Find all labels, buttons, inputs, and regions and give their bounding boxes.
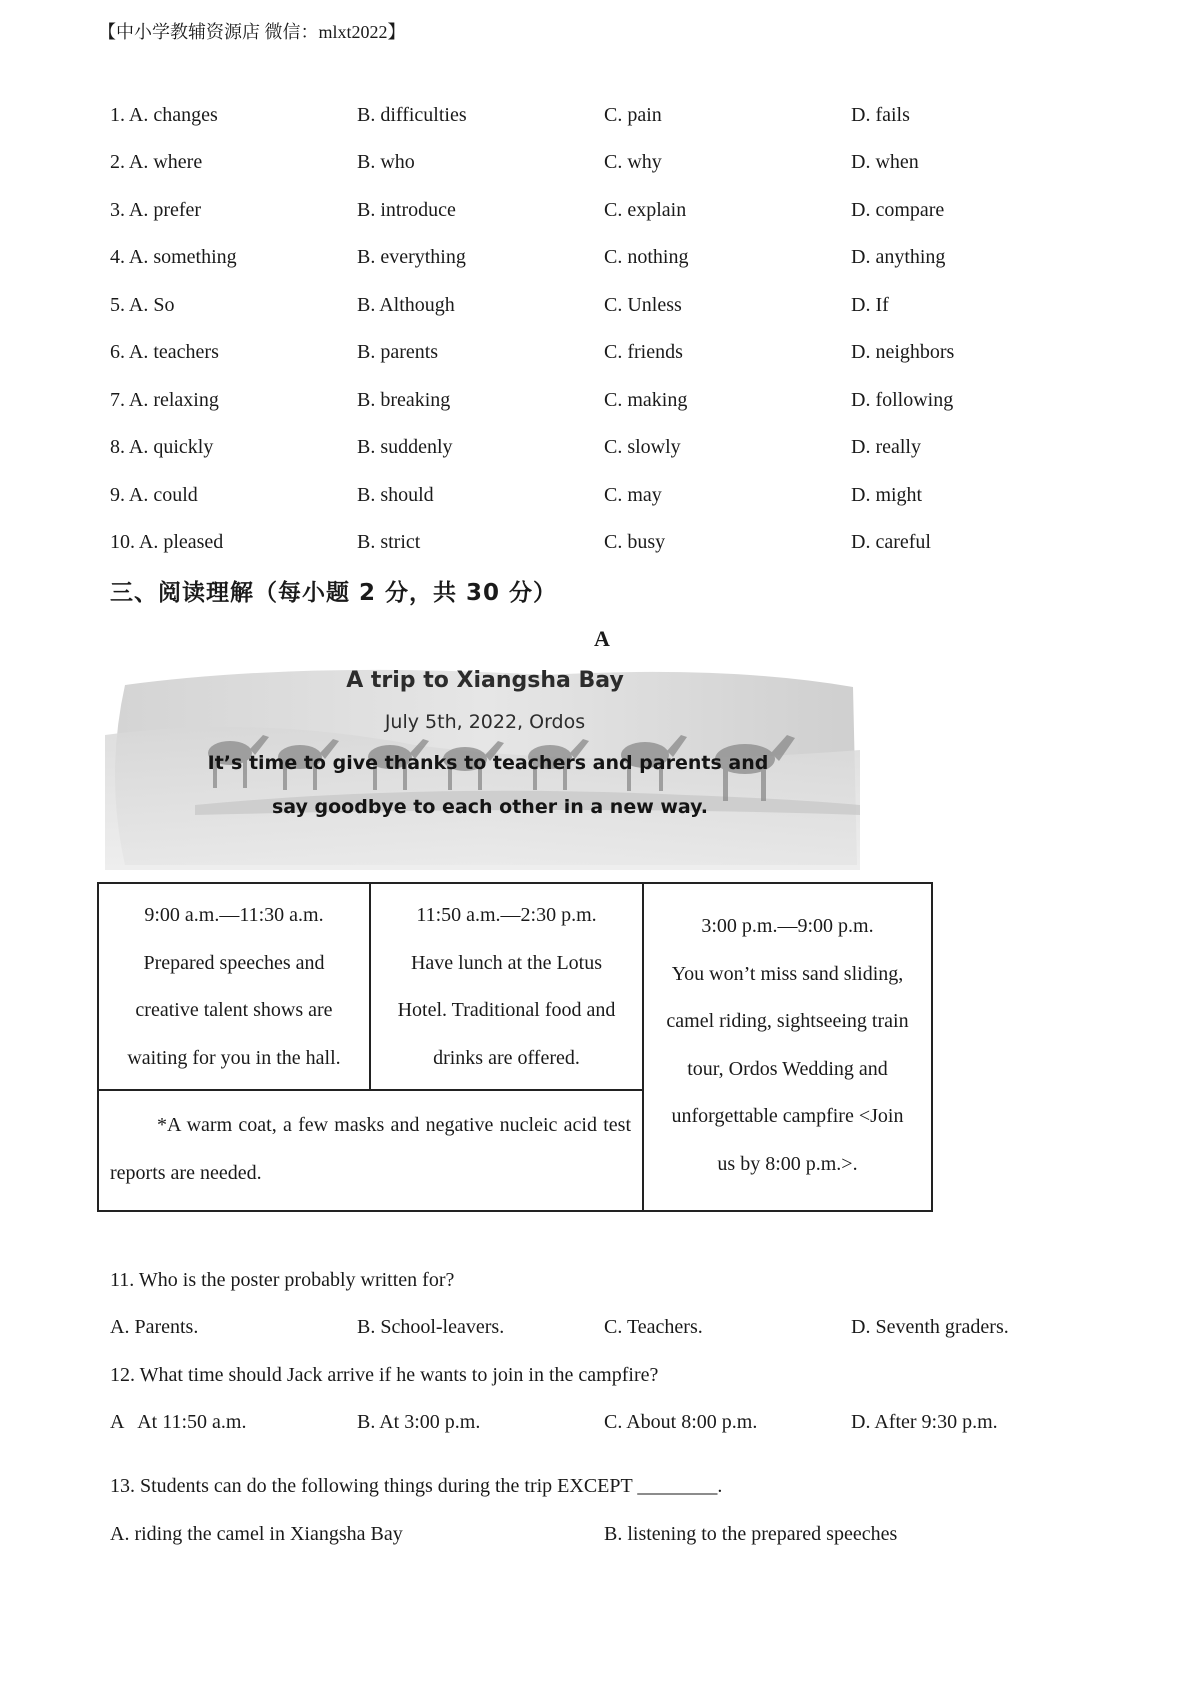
option-b: B. suddenly bbox=[357, 436, 453, 458]
option-c: C. explain bbox=[604, 199, 687, 221]
option-d: D. compare bbox=[851, 199, 945, 221]
poster-banner bbox=[105, 665, 860, 870]
schedule-table bbox=[97, 882, 933, 1212]
option-d: D. Seventh graders. bbox=[851, 1316, 1009, 1338]
option-a: 3. A. prefer bbox=[110, 199, 202, 221]
schedule-text-line: drinks are offered. bbox=[433, 1046, 580, 1069]
option-b: B. should bbox=[357, 484, 434, 506]
schedule-text-line: tour, Ordos Wedding and bbox=[687, 1057, 888, 1080]
question-12-options bbox=[110, 1411, 1110, 1441]
option-b: B. introduce bbox=[357, 199, 456, 221]
schedule-text-line: unforgettable campfire <Join bbox=[671, 1105, 904, 1127]
option-d: D. really bbox=[851, 436, 921, 458]
banner-title: A trip to Xiangsha Bay bbox=[346, 668, 624, 693]
option-b: B. everything bbox=[357, 246, 466, 268]
schedule-text-line: camel riding, sightseeing train bbox=[666, 1010, 909, 1032]
option-d: D. might bbox=[851, 484, 923, 506]
option-d: D. fails bbox=[851, 104, 910, 126]
cloze-option-row bbox=[110, 151, 1110, 181]
option-d: D. If bbox=[851, 294, 889, 316]
option-a: 8. A. quickly bbox=[110, 436, 214, 458]
schedule-text-line: You won’t miss sand sliding, bbox=[671, 962, 904, 985]
option-c: C. pain bbox=[604, 104, 662, 126]
schedule-text-line: waiting for you in the hall. bbox=[127, 1046, 341, 1069]
schedule-cell-morning bbox=[99, 884, 371, 1091]
question-11-options bbox=[110, 1316, 1110, 1346]
banner-line-1: It’s time to give thanks to teachers and parents and bbox=[207, 752, 769, 774]
schedule-text-line: creative talent shows are bbox=[135, 999, 333, 1021]
option-a: 10. A. pleased bbox=[110, 531, 224, 553]
option-b: B. breaking bbox=[357, 389, 451, 411]
option-c: C. why bbox=[604, 151, 662, 173]
cloze-option-row bbox=[110, 341, 1110, 371]
option-b: B. Although bbox=[357, 294, 455, 316]
cloze-option-row bbox=[110, 199, 1110, 229]
option-a: 4. A. something bbox=[110, 246, 237, 268]
option-a: 9. A. could bbox=[110, 484, 198, 506]
question-12-stem: 12. What time should Jack arrive if he wants to join in the campfire? bbox=[110, 1364, 659, 1386]
option-c: C. nothing bbox=[604, 246, 689, 268]
option-b: B. School-leavers. bbox=[357, 1316, 505, 1338]
cloze-option-row bbox=[110, 104, 1110, 134]
option-a: A. riding the camel in Xiangsha Bay bbox=[110, 1523, 403, 1545]
cloze-option-row bbox=[110, 436, 1110, 466]
schedule-note: *A warm coat, a few masks and negative nucleic acid test reports are needed. bbox=[110, 1114, 631, 1184]
option-a: 2. A. where bbox=[110, 151, 203, 173]
option-b: B. strict bbox=[357, 531, 421, 553]
schedule-text-line: Hotel. Traditional food and bbox=[397, 999, 616, 1021]
option-c: C. Unless bbox=[604, 294, 682, 316]
cloze-option-row bbox=[110, 246, 1110, 276]
question-13-options bbox=[110, 1523, 1110, 1553]
schedule-text-line: Have lunch at the Lotus bbox=[410, 951, 603, 974]
cloze-option-row bbox=[110, 531, 1110, 561]
option-c: C. may bbox=[604, 484, 662, 506]
option-c: C. busy bbox=[604, 531, 666, 553]
section-title: 三、阅读理解（每小题 2 分，共 30 分） bbox=[110, 580, 558, 606]
cloze-option-row bbox=[110, 294, 1110, 324]
schedule-cell-noon bbox=[371, 884, 644, 1091]
schedule-time: 3:00 p.m.—9:00 p.m. bbox=[701, 915, 874, 937]
option-b: B. At 3:00 p.m. bbox=[357, 1411, 481, 1433]
cloze-option-row bbox=[110, 389, 1110, 419]
option-c: C. friends bbox=[604, 341, 683, 363]
banner-line-2: say goodbye to each other in a new way. bbox=[271, 796, 709, 818]
schedule-note-cell bbox=[99, 1089, 644, 1210]
option-d: D. neighbors bbox=[851, 341, 955, 363]
banner-date: July 5th, 2022, Ordos bbox=[384, 711, 586, 733]
option-d: D. careful bbox=[851, 531, 931, 553]
option-d: D. following bbox=[851, 389, 954, 411]
schedule-time: 9:00 a.m.—11:30 a.m. bbox=[144, 904, 324, 926]
option-a: 6. A. teachers bbox=[110, 341, 219, 363]
option-b: B. listening to the prepared speeches bbox=[604, 1523, 898, 1545]
option-a: A. Parents. bbox=[110, 1316, 199, 1338]
option-d: D. when bbox=[851, 151, 919, 173]
option-d: D. After 9:30 p.m. bbox=[851, 1411, 998, 1433]
schedule-time: 11:50 a.m.—2:30 p.m. bbox=[416, 904, 597, 926]
option-c: C. making bbox=[604, 389, 688, 411]
option-c: C. slowly bbox=[604, 436, 681, 458]
cloze-option-row bbox=[110, 484, 1110, 514]
option-b: B. difficulties bbox=[357, 104, 467, 126]
option-c: C. Teachers. bbox=[604, 1316, 703, 1338]
option-b: B. parents bbox=[357, 341, 439, 363]
question-11-stem: 11. Who is the poster probably written for? bbox=[110, 1269, 455, 1291]
option-b: B. who bbox=[357, 151, 415, 173]
option-d: D. anything bbox=[851, 246, 946, 268]
question-13-stem: 13. Students can do the following things during the trip EXCEPT ________. bbox=[110, 1475, 723, 1497]
option-a: A At 11:50 a.m. bbox=[110, 1411, 247, 1433]
option-a: 1. A. changes bbox=[110, 104, 218, 126]
passage-label: A bbox=[594, 626, 610, 651]
page-header: 【中小学教辅资源店 微信：mlxt2022】 bbox=[98, 22, 406, 42]
schedule-text-line: us by 8:00 p.m.>. bbox=[717, 1152, 858, 1175]
option-c: C. About 8:00 p.m. bbox=[604, 1411, 758, 1433]
schedule-text-line: Prepared speeches and bbox=[143, 951, 325, 974]
option-a: 5. A. So bbox=[110, 294, 175, 316]
option-a: 7. A. relaxing bbox=[110, 389, 219, 411]
schedule-cell-afternoon bbox=[644, 884, 931, 1210]
